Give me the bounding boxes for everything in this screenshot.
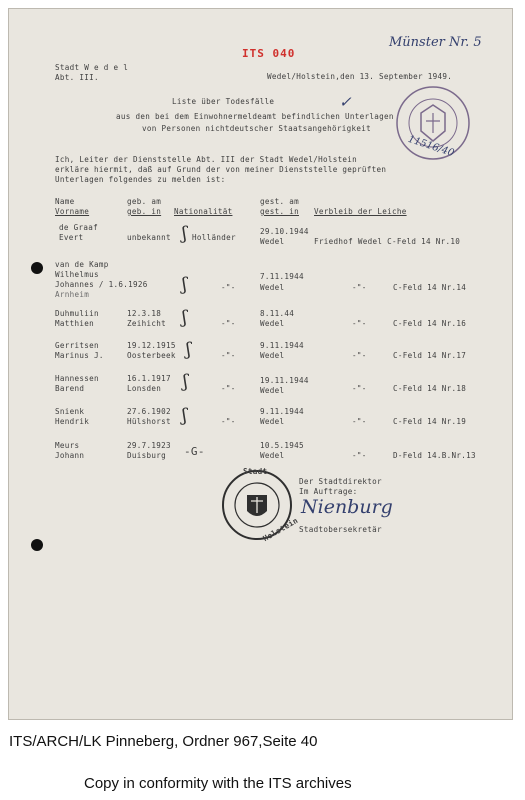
row-3-nationality: -"- — [221, 319, 236, 328]
intro-line-1: Ich, Leiter der Dienststelle Abt. III der Stadt Wedel/Holstein — [55, 155, 358, 164]
subtitle-line-1: aus den bei dem Einwohnermeldeamt befindlichen Unterlagen — [116, 112, 394, 121]
row-6-nationality: -"- — [221, 417, 236, 426]
row-1-died-in: Wedel — [260, 237, 285, 246]
row-7-ditto: -"- — [352, 451, 367, 460]
row-4-nationality: -"- — [221, 351, 236, 360]
row-5-nationality: -"- — [221, 384, 236, 393]
row-3-born: 12.3.18 — [127, 309, 162, 318]
row-2-died: 7.11.1944 — [260, 272, 304, 281]
stamp-bottom-text: Holstein — [261, 515, 300, 544]
row-1-born-in: unbekannt — [127, 233, 171, 242]
intro-line-2: erkläre hiermit, daß auf Grund der von meiner Dienststelle geprüften — [55, 165, 387, 174]
handwritten-paraph: ✓ — [339, 93, 352, 111]
row-2-remains: C-Feld 14 Nr.14 — [393, 283, 467, 292]
row-3-given: Matthien — [55, 319, 94, 328]
header-died-in: gest. in — [260, 207, 299, 216]
document-sheet — [8, 8, 513, 720]
row-6-born-in: Hülshorst — [127, 417, 171, 426]
row-5-born: 16.1.1917 — [127, 374, 171, 383]
row-7-surname: Meurs — [55, 441, 80, 450]
row-3-check: ʃ — [182, 307, 187, 328]
row-3-remains: C-Feld 14 Nr.16 — [393, 319, 467, 328]
row-3-surname: Duhmuliin — [55, 309, 99, 318]
row-7-born: 29.7.1923 — [127, 441, 171, 450]
row-5-died: 19.11.1944 — [260, 376, 309, 385]
row-7-died-in: Wedel — [260, 451, 285, 460]
row-3-died-in: Wedel — [260, 319, 285, 328]
row-4-died: 9.11.1944 — [260, 341, 304, 350]
row-6-surname: Snienk — [55, 407, 85, 416]
row-4-given: Marinus J. — [55, 351, 104, 360]
row-1-died: 29.10.1944 — [260, 227, 309, 236]
row-6-ditto: -"- — [352, 417, 367, 426]
row-5-born-in: Lonsden — [127, 384, 162, 393]
signature-order: Im Auftrage: — [299, 487, 358, 496]
row-4-ditto: -"- — [352, 351, 367, 360]
header-died: gest. am — [260, 197, 299, 206]
row-3-ditto: -"- — [352, 319, 367, 328]
row-6-remains: C-Feld 14 Nr.19 — [393, 417, 467, 426]
row-6-died-in: Wedel — [260, 417, 285, 426]
handwritten-annotation: Münster Nr. 5 — [389, 35, 482, 50]
row-6-died: 9.11.1944 — [260, 407, 304, 416]
header-remains: Verbleib der Leiche — [314, 207, 407, 216]
row-1-surname: de Graaf — [59, 223, 98, 232]
row-7-given: Johann — [55, 451, 85, 460]
row-2-surname: van de Kamp — [55, 260, 109, 269]
row-5-died-in: Wedel — [260, 386, 285, 395]
row-1-nationality: Holländer — [192, 233, 236, 242]
subtitle-line-2: von Personen nichtdeutscher Staatsangehörigkeit — [142, 124, 371, 133]
row-5-surname: Hannessen — [55, 374, 99, 383]
archive-reference-caption: ITS/ARCH/LK Pinneberg, Ordner 967,Seite 40 — [9, 733, 318, 750]
row-6-born: 27.6.1902 — [127, 407, 171, 416]
row-4-check: ʃ — [186, 339, 191, 360]
header-born: geb. am — [127, 197, 162, 206]
row-4-surname: Gerritsen — [55, 341, 99, 350]
document-title: Liste über Todesfälle — [172, 97, 275, 106]
conformity-caption: Copy in conformity with the ITS archives — [84, 775, 352, 792]
row-2-extra: Johannes / 1.6.1926 — [55, 280, 148, 289]
sender-line-1: Stadt W e d e l — [55, 63, 129, 72]
row-1-check: ʃ — [182, 223, 187, 244]
row-2-place: Arnheim — [55, 290, 90, 299]
header-name: Name — [55, 197, 75, 206]
row-5-given: Barend — [55, 384, 85, 393]
row-3-born-in: Zeihicht — [127, 319, 166, 328]
row-7-remains: D-Feld 14.B.Nr.13 — [393, 451, 476, 460]
row-5-ditto: -"- — [352, 384, 367, 393]
row-2-given: Wilhelmus — [55, 270, 99, 279]
row-7-died: 10.5.1945 — [260, 441, 304, 450]
intro-line-3: Unterlagen folgendes zu melden ist: — [55, 175, 226, 184]
row-2-died-in: Wedel — [260, 283, 285, 292]
row-5-check: ʃ — [183, 371, 188, 392]
punch-hole-bottom — [31, 539, 43, 551]
row-4-born-in: Oosterbeek — [127, 351, 176, 360]
row-6-check: ʃ — [182, 405, 187, 426]
signature-role: Stadtobersekretär — [299, 525, 382, 534]
header-first: Vorname — [55, 207, 90, 216]
handwritten-number: 11516/40 — [406, 133, 456, 160]
row-1-given: Evert — [59, 233, 84, 242]
punch-hole-top — [31, 262, 43, 274]
header-born-in: geb. in — [127, 207, 162, 216]
row-3-died: 8.11.44 — [260, 309, 295, 318]
place-date: Wedel/Holstein,den 13. September 1949. — [267, 72, 453, 81]
signature: Nienburg — [301, 496, 393, 518]
row-4-remains: C-Feld 14 Nr.17 — [393, 351, 467, 360]
row-5-remains: C-Feld 14 Nr.18 — [393, 384, 467, 393]
row-4-died-in: Wedel — [260, 351, 285, 360]
row-2-check: ʃ — [182, 274, 187, 295]
row-6-given: Hendrik — [55, 417, 90, 426]
signature-title: Der Stadtdirektor — [299, 477, 382, 486]
row-4-born: 19.12.1915 — [127, 341, 176, 350]
row-7-nationality: -G- — [184, 445, 205, 458]
row-2-ditto: -"- — [352, 283, 367, 292]
header-nationality: Nationalität — [174, 207, 233, 216]
stamp-top-text: Stadt — [243, 467, 268, 476]
row-7-born-in: Duisburg — [127, 451, 166, 460]
sender-line-2: Abt. III. — [55, 73, 99, 82]
its-reference: ITS 040 — [242, 47, 296, 60]
row-2-nationality: -"- — [221, 283, 236, 292]
row-1-remains: Friedhof Wedel C-Feld 14 Nr.10 — [314, 237, 461, 246]
